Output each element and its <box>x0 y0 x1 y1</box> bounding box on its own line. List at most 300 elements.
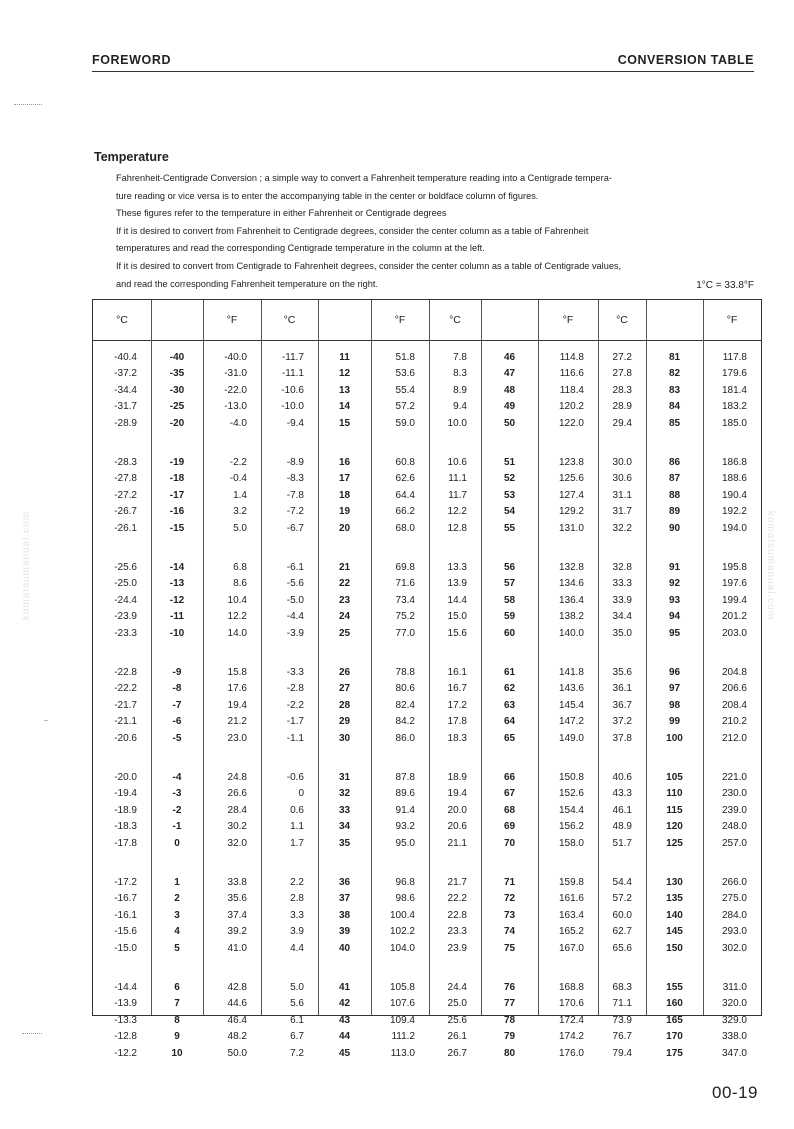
table-cell-reference: -14 <box>169 562 185 573</box>
table-cell-reference: 115 <box>666 804 683 816</box>
table-cell-value: 1.1 <box>290 821 304 833</box>
intro-text <box>116 170 756 293</box>
header-page-title: CONVERSION TABLE <box>617 53 754 67</box>
table-cell-value: 0.6 <box>290 804 304 816</box>
table-cell-reference: 51 <box>503 457 516 468</box>
table-cell-reference: -8 <box>172 683 182 695</box>
table-cell-value: 8.9 <box>453 384 467 396</box>
table-cell-reference: 82 <box>668 368 681 380</box>
table-cell-value: 25.0 <box>447 998 467 1010</box>
table-cell-value: -14.4 <box>114 982 137 993</box>
table-cell-value: -40.0 <box>224 352 247 363</box>
table-cell-value: 16.7 <box>447 683 467 695</box>
table-cell-value: 302.0 <box>721 942 747 954</box>
table-cell-reference: 59 <box>503 611 516 623</box>
table-cell-value: 174.2 <box>558 1031 584 1043</box>
table-cell-reference: 73 <box>503 909 516 921</box>
table-cell-value: 17.6 <box>227 683 247 695</box>
table-cell-reference: -40 <box>169 352 185 363</box>
table-cell-reference: 71 <box>503 877 516 888</box>
table-cell-value: -25.0 <box>114 578 137 590</box>
table-cell-reference: 75 <box>503 942 516 954</box>
table-cell-reference: 78 <box>503 1014 516 1026</box>
table-cell-value: 33.3 <box>612 578 632 590</box>
table-cell-value: -28.3 <box>114 457 137 468</box>
table-cell-value: 123.8 <box>558 457 584 468</box>
table-cell-value: 23.9 <box>447 942 467 954</box>
table-cell-value: 24.4 <box>447 982 467 993</box>
table-cell-value: 9.4 <box>453 401 467 413</box>
table-cell-value: 117.8 <box>722 352 747 363</box>
table-cell-value: -0.6 <box>286 772 304 783</box>
table-cell-value: 48.2 <box>227 1031 247 1043</box>
margin-mark <box>22 1033 42 1034</box>
table-cell-value: 12.2 <box>227 611 247 623</box>
table-cell-reference: 125 <box>666 837 683 849</box>
table-cell-reference: 35 <box>338 837 351 849</box>
table-cell-value: -8.3 <box>286 473 304 485</box>
margin-mark <box>44 720 48 721</box>
table-cell-reference: 135 <box>666 893 683 905</box>
table-cell-reference: -6 <box>172 716 182 728</box>
table-cell-value: -2.2 <box>229 457 247 468</box>
table-cell-value: 23.0 <box>227 732 247 744</box>
table-cell-value: 311.0 <box>722 982 747 993</box>
table-cell-value: 257.0 <box>721 837 747 849</box>
table-cell-value: 1.4 <box>233 489 247 501</box>
table-cell-value: -21.1 <box>114 716 137 728</box>
table-cell-reference: 57 <box>503 578 516 590</box>
table-cell-value: 149.0 <box>558 732 584 744</box>
table-cell-value: 138.2 <box>558 611 584 623</box>
table-cell-value: 12.2 <box>447 506 467 518</box>
table-cell-value: 77.0 <box>395 627 415 639</box>
table-cell-value: -31.0 <box>224 368 247 380</box>
table-cell-reference: -9 <box>172 667 182 678</box>
table-cell-reference: 89 <box>668 506 681 518</box>
table-cell-reference: 77 <box>503 998 516 1010</box>
table-cell-reference: 80 <box>503 1047 516 1059</box>
table-cell-value: 36.1 <box>612 683 632 695</box>
table-cell-reference: -13 <box>169 578 185 590</box>
table-cell-reference: 79 <box>503 1031 516 1043</box>
table-cell-value: 116.6 <box>559 368 584 380</box>
table-cell-value: 107.6 <box>389 998 415 1010</box>
table-cell-reference: 165 <box>666 1014 683 1026</box>
intro-paragraph: ture reading or vice versa is to enter the accompanying table in the center or boldface column of figures. <box>116 190 539 201</box>
table-cell-reference: 58 <box>503 594 516 606</box>
table-cell-value: -23.3 <box>114 627 137 639</box>
table-cell-reference: 72 <box>503 893 516 905</box>
table-cell-value: 86.0 <box>395 732 415 744</box>
table-cell-reference: 30 <box>338 732 351 744</box>
table-cell-value: 22.2 <box>447 893 467 905</box>
table-cell-value: 6.8 <box>233 562 247 573</box>
table-cell-reference: 6 <box>174 982 180 993</box>
table-cell-reference: 99 <box>668 716 681 728</box>
table-cell-reference: 56 <box>503 562 516 573</box>
table-cell-value: -20.6 <box>114 732 137 744</box>
table-cell-value: 141.8 <box>558 667 584 678</box>
table-cell-reference: 145 <box>666 926 683 938</box>
table-cell-value: 35.0 <box>612 627 632 639</box>
table-cell-value: 118.4 <box>559 384 584 396</box>
table-cell-value: 15.6 <box>447 627 467 639</box>
table-cell-reference: 12 <box>338 368 351 380</box>
conversion-equivalence: 1°C = 33.8°F <box>696 280 754 291</box>
table-cell-value: 55.4 <box>395 384 415 396</box>
table-cell-value: 21.2 <box>227 716 247 728</box>
table-cell-reference: 8 <box>174 1014 180 1026</box>
table-cell-value: 60.8 <box>395 457 415 468</box>
table-cell-reference: 4 <box>174 926 180 938</box>
table-cell-value: -31.7 <box>114 401 137 413</box>
table-cell-value: 21.7 <box>447 877 467 888</box>
table-cell-reference: 46 <box>503 352 516 363</box>
table-cell-value: 195.8 <box>721 562 747 573</box>
table-cell-reference: -1 <box>172 821 182 833</box>
table-cell-value: -22.0 <box>224 384 247 396</box>
table-cell-reference: 160 <box>666 998 683 1010</box>
table-cell-reference: 85 <box>668 417 681 429</box>
table-cell-reference: 45 <box>338 1047 351 1059</box>
table-cell-value: 185.0 <box>721 417 747 429</box>
table-cell-value: 132.8 <box>558 562 584 573</box>
table-cell-value: 89.6 <box>395 788 415 800</box>
table-cell-value: -1.7 <box>286 716 304 728</box>
table-cell-reference: 5 <box>174 942 180 954</box>
table-cell-value: -11.1 <box>281 368 304 380</box>
table-cell-reference: 140 <box>666 909 683 921</box>
table-cell-value: -13.3 <box>114 1014 137 1026</box>
table-cell-value: 111.2 <box>391 1031 415 1043</box>
table-cell-reference: 39 <box>338 926 351 938</box>
table-cell-value: -16.7 <box>114 893 137 905</box>
table-cell-reference: -16 <box>169 506 185 518</box>
table-cell-value: 179.6 <box>721 368 747 380</box>
table-cell-reference: 41 <box>338 982 351 993</box>
table-cell-reference: 42 <box>338 998 351 1010</box>
table-cell-reference: 74 <box>503 926 516 938</box>
table-cell-value: 33.9 <box>612 594 632 606</box>
table-column-header: °C <box>449 314 461 326</box>
table-cell-value: 19.4 <box>227 699 247 711</box>
table-cell-value: 35.6 <box>227 893 247 905</box>
table-cell-value: 26.6 <box>227 788 247 800</box>
table-cell-value: -26.1 <box>114 522 137 534</box>
table-cell-value: 37.4 <box>227 909 247 921</box>
table-cell-value: 266.0 <box>721 877 747 888</box>
table-cell-value: 102.2 <box>389 926 415 938</box>
table-cell-reference: 18 <box>338 489 351 501</box>
table-cell-value: 122.0 <box>558 417 584 429</box>
table-cell-value: 76.7 <box>612 1031 632 1043</box>
table-column-header: °C <box>616 314 628 326</box>
table-cell-value: 6.1 <box>290 1014 304 1026</box>
table-cell-value: -13.9 <box>114 998 137 1010</box>
table-cell-value: 2.2 <box>290 877 304 888</box>
table-cell-value: 230.0 <box>721 788 747 800</box>
table-cell-value: 248.0 <box>721 821 747 833</box>
table-cell-value: 134.6 <box>558 578 584 590</box>
page-header <box>92 53 754 73</box>
table-column-header: °C <box>283 314 296 326</box>
intro-paragraph: If it is desired to convert from Centigrade to Fahrenheit degrees, consider the center column as a table of Centigrade values, <box>116 260 622 271</box>
table-cell-reference: 43 <box>338 1014 351 1026</box>
table-cell-value: 192.2 <box>721 506 747 518</box>
table-cell-value: -20.0 <box>114 772 137 783</box>
table-cell-reference: 44 <box>338 1031 351 1043</box>
table-cell-reference: 84 <box>668 401 681 413</box>
table-cell-value: 145.4 <box>558 699 584 711</box>
table-cell-value: 19.4 <box>447 788 467 800</box>
table-cell-value: 18.3 <box>447 732 467 744</box>
table-cell-reference: 32 <box>338 788 351 800</box>
table-cell-value: 65.6 <box>612 942 632 954</box>
table-cell-reference: -2 <box>172 804 182 816</box>
table-cell-value: 293.0 <box>721 926 747 938</box>
table-cell-value: 15.8 <box>227 667 247 678</box>
table-cell-value: -13.0 <box>224 401 247 413</box>
table-cell-reference: 28 <box>338 699 351 711</box>
table-cell-value: 7.8 <box>453 352 467 363</box>
table-cell-value: 28.4 <box>227 804 247 816</box>
table-cell-value: 13.3 <box>447 562 467 573</box>
table-cell-reference: 95 <box>668 627 681 639</box>
table-cell-value: 172.4 <box>558 1014 584 1026</box>
table-cell-reference: 110 <box>666 788 683 800</box>
table-cell-value: 197.6 <box>721 578 747 590</box>
table-cell-value: 3.9 <box>290 926 304 938</box>
table-cell-value: 154.4 <box>558 804 584 816</box>
table-cell-value: -19.4 <box>114 788 137 800</box>
table-cell-reference: 53 <box>503 489 516 501</box>
table-cell-reference: 11 <box>339 352 350 363</box>
watermark-right: komatsumanual.com <box>765 510 777 621</box>
table-cell-reference: 0 <box>174 837 180 849</box>
table-cell-value: -27.2 <box>114 489 137 501</box>
table-cell-reference: 130 <box>666 877 683 888</box>
table-cell-value: -40.4 <box>114 352 137 363</box>
table-cell-value: 28.3 <box>612 384 632 396</box>
table-cell-value: 69.8 <box>395 562 415 573</box>
table-cell-reference: -11 <box>170 611 184 623</box>
table-cell-value: 35.6 <box>612 667 632 678</box>
table-cell-value: 183.2 <box>721 401 747 413</box>
table-cell-value: 170.6 <box>558 998 584 1010</box>
table-cell-value: -24.4 <box>114 594 137 606</box>
table-cell-value: 8.6 <box>233 578 247 590</box>
table-cell-value: 221.0 <box>721 772 747 783</box>
intro-paragraph: temperatures and read the corresponding Centigrade temperature in the column at the left. <box>116 243 485 254</box>
table-cell-value: 59.0 <box>395 417 415 429</box>
table-cell-value: 114.8 <box>559 352 584 363</box>
table-cell-value: 15.0 <box>447 611 467 623</box>
table-cell-reference: 19 <box>338 506 351 518</box>
table-cell-reference: -20 <box>169 417 185 429</box>
table-cell-value: 96.8 <box>395 877 415 888</box>
table-cell-value: 100.4 <box>389 909 415 921</box>
table-cell-value: 31.7 <box>612 506 632 518</box>
table-cell-reference: 65 <box>503 732 516 744</box>
table-cell-value: 11.1 <box>448 473 467 485</box>
table-cell-reference: 68 <box>503 804 516 816</box>
table-cell-value: 156.2 <box>558 821 584 833</box>
table-cell-value: 181.4 <box>721 384 747 396</box>
table-cell-reference: -30 <box>169 384 185 396</box>
table-cell-reference: 155 <box>666 982 683 993</box>
watermark-left: komatsumanual.com <box>21 510 33 621</box>
table-cell-value: 3.2 <box>233 506 247 518</box>
table-cell-reference: 66 <box>503 772 516 783</box>
table-cell-value: -3.9 <box>286 627 304 639</box>
table-cell-reference: 94 <box>668 611 681 623</box>
table-cell-reference: 27 <box>338 683 351 695</box>
table-cell-value: 30.0 <box>612 457 632 468</box>
table-cell-reference: 90 <box>668 522 681 534</box>
table-cell-reference: 60 <box>503 627 516 639</box>
table-cell-value: 17.2 <box>447 699 467 711</box>
table-cell-reference: 48 <box>503 384 516 396</box>
table-cell-reference: -18 <box>169 473 185 485</box>
table-cell-value: 68.0 <box>395 522 415 534</box>
section-title: Temperature <box>94 150 169 164</box>
table-cell-value: 4.4 <box>290 942 304 954</box>
table-cell-reference: 70 <box>503 837 516 849</box>
table-cell-value: 125.6 <box>558 473 584 485</box>
table-cell-value: -10.6 <box>281 384 304 396</box>
table-cell-reference: 14 <box>338 401 351 413</box>
table-cell-value: 167.0 <box>558 942 584 954</box>
table-cell-value: -5.0 <box>286 594 304 606</box>
table-cell-reference: 93 <box>668 594 681 606</box>
table-cell-value: 165.2 <box>558 926 584 938</box>
table-cell-reference: 54 <box>503 506 516 518</box>
table-cell-value: -2.8 <box>286 683 304 695</box>
table-cell-reference: -35 <box>169 368 185 380</box>
table-cell-reference: 81 <box>668 352 681 363</box>
table-cell-reference: 34 <box>338 821 351 833</box>
table-cell-reference: 47 <box>503 368 516 380</box>
table-cell-value: -34.4 <box>114 384 137 396</box>
table-cell-value: 10.4 <box>227 594 247 606</box>
table-cell-value: 212.0 <box>721 732 747 744</box>
table-cell-value: 37.8 <box>612 732 632 744</box>
table-cell-value: 168.8 <box>558 982 584 993</box>
table-cell-reference: 15 <box>338 417 351 429</box>
table-cell-value: 329.0 <box>721 1014 747 1026</box>
table-cell-reference: 24 <box>338 611 351 623</box>
table-cell-value: -28.9 <box>114 417 137 429</box>
table-cell-value: -16.1 <box>114 909 137 921</box>
table-cell-value: -2.2 <box>286 699 304 711</box>
table-cell-value: 43.3 <box>612 788 632 800</box>
table-cell-value: 208.4 <box>721 699 747 711</box>
table-cell-value: -1.1 <box>286 732 304 744</box>
table-cell-value: -17.8 <box>114 837 137 849</box>
table-cell-value: 57.2 <box>612 893 632 905</box>
table-cell-value: 23.3 <box>447 926 467 938</box>
table-cell-value: 140.0 <box>558 627 584 639</box>
table-cell-value: 194.0 <box>721 522 747 534</box>
table-cell-value: 159.8 <box>558 877 584 888</box>
table-cell-reference: -5 <box>172 732 182 744</box>
table-cell-value: 80.6 <box>395 683 415 695</box>
table-cell-value: 36.7 <box>612 699 632 711</box>
table-cell-value: -17.2 <box>114 877 137 888</box>
table-cell-value: 22.8 <box>447 909 467 921</box>
table-cell-value: 320.0 <box>721 998 747 1010</box>
table-cell-reference: 37 <box>338 893 351 905</box>
table-cell-value: 62.6 <box>395 473 415 485</box>
table-cell-value: 275.0 <box>721 893 747 905</box>
table-cell-value: 29.4 <box>612 417 632 429</box>
table-cell-reference: 105 <box>666 772 683 783</box>
table-cell-value: 338.0 <box>721 1031 747 1043</box>
table-cell-value: 24.8 <box>227 772 247 783</box>
table-cell-value: 46.1 <box>612 804 632 816</box>
table-cell-value: 8.3 <box>453 368 467 380</box>
page-number: 00-19 <box>712 1083 758 1102</box>
table-cell-value: -8.9 <box>286 457 304 468</box>
table-cell-value: 78.8 <box>395 667 415 678</box>
table-cell-value: 32.0 <box>227 837 247 849</box>
table-cell-value: -37.2 <box>114 368 137 380</box>
table-cell-reference: 36 <box>338 877 351 888</box>
table-cell-reference: 21 <box>338 562 351 573</box>
table-cell-value: 50.0 <box>227 1047 247 1059</box>
table-cell-value: 284.0 <box>721 909 747 921</box>
table-cell-value: 51.8 <box>395 352 415 363</box>
table-cell-reference: -25 <box>169 401 185 413</box>
table-cell-value: 12.8 <box>447 522 467 534</box>
table-cell-value: -7.2 <box>286 506 304 518</box>
table-cell-value: 204.8 <box>721 667 747 678</box>
table-cell-reference: 26 <box>338 667 351 678</box>
table-column-header: °F <box>226 314 238 326</box>
table-cell-reference: -15 <box>169 522 185 534</box>
table-cell-reference: 17 <box>338 473 351 485</box>
table-cell-value: 79.4 <box>612 1047 632 1059</box>
table-cell-value: 84.2 <box>395 716 415 728</box>
table-cell-value: 41.0 <box>227 942 247 954</box>
table-column-header: °F <box>394 314 406 326</box>
table-cell-value: 190.4 <box>721 489 747 501</box>
intro-paragraph: and read the corresponding Fahrenheit temperature on the right. <box>116 278 379 289</box>
table-cell-value: 104.0 <box>389 942 415 954</box>
table-cell-reference: 20 <box>338 522 351 534</box>
table-cell-value: 10.6 <box>447 457 467 468</box>
table-cell-value: 34.4 <box>612 611 632 623</box>
table-cell-value: 42.8 <box>227 982 247 993</box>
table-cell-reference: 33 <box>338 804 351 816</box>
table-cell-value: 57.2 <box>395 401 415 413</box>
table-cell-value: 26.1 <box>447 1031 467 1043</box>
table-cell-value: 1.7 <box>290 837 304 849</box>
table-cell-value: -26.7 <box>114 506 137 518</box>
table-cell-value: 127.4 <box>558 489 584 501</box>
table-cell-reference: -19 <box>169 457 185 468</box>
table-cell-reference: 7 <box>174 998 180 1010</box>
table-cell-value: 16.1 <box>447 667 467 678</box>
table-cell-reference: 40 <box>338 942 351 954</box>
table-cell-value: 60.0 <box>612 909 632 921</box>
table-cell-value: 48.9 <box>612 821 632 833</box>
table-cell-value: -11.7 <box>281 352 304 363</box>
table-cell-value: -27.8 <box>114 473 137 485</box>
table-cell-reference: 98 <box>668 699 681 711</box>
table-cell-value: 32.8 <box>612 562 632 573</box>
